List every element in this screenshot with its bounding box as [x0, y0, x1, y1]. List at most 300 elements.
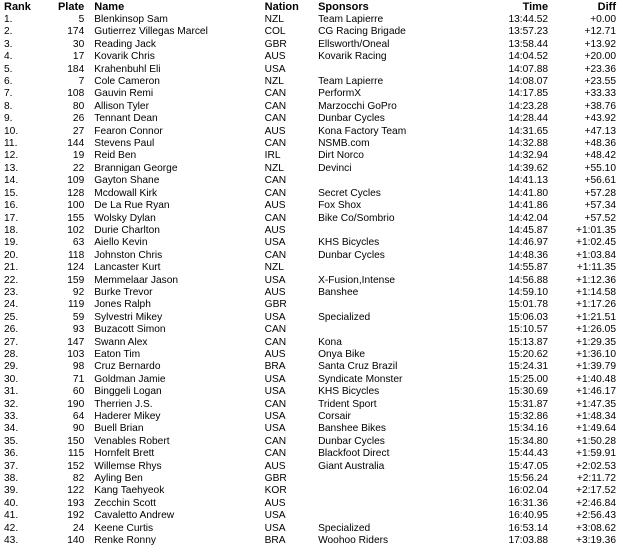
cell-plate: 118: [68, 249, 85, 261]
cell-name: Blenkinsop Sam: [94, 14, 168, 25]
cell-time: 14:32.88: [508, 138, 549, 150]
cell-name: Goldman Jamie: [94, 373, 166, 385]
cell-sponsor: Syndicate Monster: [318, 373, 403, 385]
cell-rank: 14.: [4, 175, 19, 187]
table-row: [0, 386, 620, 398]
cell-sponsor: Banshee Bikes: [318, 423, 387, 435]
cell-diff: +1:21.51: [576, 311, 616, 323]
cell-time: 14:31.65: [508, 125, 549, 137]
cell-sponsor: Giant Australia: [318, 460, 385, 472]
cell-rank: 36.: [4, 448, 19, 460]
cell-rank: 5.: [4, 63, 13, 75]
cell-rank: 17.: [4, 212, 19, 224]
cell-time: 13:44.52: [508, 14, 549, 25]
cell-plate: 155: [67, 212, 85, 224]
cell-diff: +23.55: [584, 76, 616, 88]
cell-plate: 174: [67, 26, 85, 38]
cell-rank: 8.: [4, 100, 13, 112]
cell-diff: +1:40.48: [576, 373, 616, 385]
cell-diff: +2:11.72: [576, 473, 616, 485]
cell-nation: CAN: [264, 448, 287, 460]
cell-name: Tennant Dean: [94, 113, 158, 125]
cell-time: 17:03.88: [508, 535, 549, 547]
cell-name: Cole Cameron: [94, 76, 160, 88]
cell-plate: 19: [72, 150, 85, 162]
cell-time: 15:47.05: [508, 460, 549, 472]
cell-diff: +1:12.36: [576, 274, 616, 286]
cell-sponsor: Secret Cycles: [318, 187, 381, 199]
cell-nation: USA: [264, 237, 286, 249]
cell-sponsor: [314, 498, 482, 510]
cell-sponsor: Specialized: [318, 522, 371, 534]
cell-name: Buell Brian: [94, 423, 144, 435]
cell-diff: +1:29.35: [576, 336, 616, 348]
cell-sponsor: Kovarik Racing: [318, 51, 387, 63]
cell-nation: NZL: [264, 262, 284, 274]
cell-rank: 12.: [4, 150, 19, 162]
cell-rank: 31.: [4, 386, 19, 398]
cell-sponsor: [314, 225, 482, 237]
cell-plate: 64: [72, 411, 85, 422]
cell-sponsor: NSMB.com: [318, 138, 370, 150]
cell-time: 15:06.03: [508, 311, 549, 323]
table-row: [0, 510, 620, 522]
cell-rank: 42.: [4, 522, 19, 534]
cell-nation: BRA: [264, 361, 286, 373]
cell-diff: +48.36: [584, 138, 616, 150]
cell-name: Gauvin Remi: [94, 88, 154, 100]
cell-rank: 40.: [4, 497, 19, 509]
cell-time: 15:24.31: [508, 361, 549, 373]
cell-diff: +38.76: [584, 100, 616, 112]
cell-nation: CAN: [264, 113, 287, 125]
cell-plate: 140: [67, 535, 85, 547]
cell-name: Gutierrez Villegas Marcel: [94, 26, 208, 38]
cell-nation: IRL: [264, 150, 281, 162]
table-row: [0, 287, 620, 299]
cell-diff: +0.00: [590, 14, 616, 25]
cell-rank: 11.: [4, 138, 18, 150]
cell-time: 15:13.87: [508, 336, 549, 348]
table-row: [0, 250, 620, 262]
cell-time: 16:53.14: [508, 522, 549, 534]
cell-sponsor: [314, 510, 482, 522]
cell-plate: 122: [67, 485, 85, 497]
table-row: [0, 213, 620, 225]
cell-sponsor: KHS Bicycles: [318, 237, 380, 249]
table-row: [0, 498, 620, 510]
cell-diff: +1:48.34: [576, 411, 616, 422]
cell-time: 15:56.24: [508, 473, 549, 485]
cell-rank: 4.: [4, 51, 13, 63]
table-row: [0, 64, 620, 76]
cell-name: Fearon Connor: [94, 125, 163, 137]
cell-time: 14:23.28: [508, 100, 549, 112]
cell-diff: +1:17.26: [576, 299, 616, 311]
cell-time: 14:42.04: [508, 212, 549, 224]
cell-sponsor: [314, 64, 482, 76]
cell-sponsor: Dunbar Cycles: [318, 435, 385, 447]
cell-nation: USA: [264, 522, 286, 534]
cell-sponsor: Team Lapierre: [318, 76, 384, 88]
cell-time: 14:56.88: [508, 274, 549, 286]
cell-time: 16:02.04: [508, 485, 549, 497]
cell-plate: 24: [72, 522, 85, 534]
cell-diff: +33.33: [584, 88, 616, 100]
cell-rank: 43.: [4, 535, 19, 547]
table-row: [0, 337, 620, 349]
cell-rank: 13.: [4, 162, 19, 174]
cell-diff: +1:11.35: [576, 262, 616, 274]
cell-name: De La Rue Ryan: [94, 200, 170, 212]
cell-rank: 15.: [4, 187, 19, 199]
cell-diff: +1:03.84: [576, 249, 616, 261]
table-row: [0, 423, 620, 435]
cell-sponsor: Bike Co/Sombrio: [318, 212, 395, 224]
cell-time: 15:44.43: [508, 448, 549, 460]
cell-sponsor: Team Lapierre: [318, 14, 384, 25]
table-row: [0, 535, 620, 547]
table-row: [0, 113, 620, 125]
cell-nation: AUS: [264, 224, 286, 236]
table-row: [0, 237, 620, 249]
cell-nation: USA: [264, 63, 286, 75]
cell-nation: CAN: [264, 324, 287, 336]
cell-rank: 26.: [4, 324, 19, 336]
cell-name: Memmelaar Jason: [94, 274, 179, 286]
cell-name: Swann Alex: [94, 336, 148, 348]
cell-rank: 20.: [4, 249, 19, 261]
cell-name: Venables Robert: [94, 435, 170, 447]
cell-diff: +12.71: [584, 26, 616, 38]
cell-diff: +55.10: [584, 162, 616, 174]
cell-rank: 21.: [4, 262, 19, 274]
cell-sponsor: [314, 485, 482, 497]
header-rank: Rank: [4, 1, 31, 13]
cell-name: Mcdowall Kirk: [94, 187, 158, 199]
cell-nation: AUS: [264, 125, 286, 137]
cell-nation: GBR: [264, 38, 287, 50]
cell-nation: COL: [264, 26, 286, 38]
table-row: [0, 200, 620, 212]
header-diff: Diff: [597, 1, 616, 13]
cell-diff: +20.00: [584, 51, 616, 63]
header-name: Name: [94, 1, 125, 13]
cell-sponsor: Fox Shox: [318, 200, 362, 212]
cell-sponsor: Marzocchi GoPro: [318, 100, 397, 112]
cell-sponsor: [314, 175, 482, 187]
cell-time: 15:32.86: [508, 411, 549, 422]
cell-sponsor: Trident Sport: [318, 398, 377, 410]
cell-sponsor: KHS Bicycles: [318, 386, 380, 398]
cell-diff: +47.13: [584, 125, 616, 137]
cell-sponsor: X-Fusion,Intense: [318, 274, 396, 286]
cell-name: Johnston Chris: [94, 249, 163, 261]
cell-sponsor: Ellsworth/Oneal: [318, 38, 390, 50]
cell-name: Cavaletto Andrew: [94, 510, 175, 522]
cell-time: 14:08.07: [508, 76, 549, 88]
cell-name: Willemse Rhys: [94, 460, 162, 472]
cell-diff: +1:01.35: [576, 224, 616, 236]
cell-time: 14:39.62: [508, 162, 549, 174]
cell-time: 14:28.44: [508, 113, 549, 125]
cell-nation: CAN: [264, 435, 287, 447]
table-row: [0, 349, 620, 361]
cell-rank: 23.: [4, 286, 19, 298]
cell-diff: +1:02.45: [576, 237, 616, 249]
cell-diff: +48.42: [584, 150, 616, 162]
cell-plate: 90: [72, 423, 85, 435]
cell-nation: CAN: [264, 398, 287, 410]
table-row: [0, 361, 620, 373]
cell-plate: 150: [67, 435, 85, 447]
cell-plate: 102: [67, 224, 85, 236]
cell-nation: GBR: [264, 473, 287, 485]
cell-plate: 30: [72, 38, 85, 50]
cell-time: 14:48.36: [508, 249, 549, 261]
cell-time: 14:41.13: [508, 175, 549, 187]
cell-name: Reid Ben: [94, 150, 137, 162]
cell-sponsor: PerformX: [318, 88, 362, 100]
cell-name: Jones Ralph: [94, 299, 151, 311]
cell-diff: +1:49.64: [576, 423, 616, 435]
table-row: [0, 523, 620, 535]
cell-plate: 22: [72, 162, 85, 174]
cell-name: Binggeli Logan: [94, 386, 162, 398]
cell-nation: CAN: [264, 88, 287, 100]
cell-nation: AUS: [264, 460, 286, 472]
cell-nation: GBR: [264, 299, 287, 311]
header-plate: Plate: [57, 1, 85, 13]
cell-diff: +1:39.79: [576, 361, 616, 373]
cell-nation: USA: [264, 274, 286, 286]
cell-sponsor: [314, 299, 482, 311]
cell-sponsor: Dirt Norco: [318, 150, 364, 162]
cell-rank: 28.: [4, 348, 19, 360]
cell-plate: 93: [72, 324, 85, 336]
cell-time: 14:55.87: [508, 262, 549, 274]
cell-nation: AUS: [264, 348, 286, 360]
cell-name: Hornfelt Brett: [94, 448, 155, 460]
cell-plate: 159: [67, 274, 85, 286]
cell-rank: 37.: [4, 460, 19, 472]
table-row: [0, 126, 620, 138]
cell-plate: 5: [78, 14, 85, 25]
cell-name: Krahenbuhl Eli: [94, 63, 161, 75]
cell-diff: +1:59.91: [576, 448, 616, 460]
cell-time: 15:30.69: [508, 386, 549, 398]
table-row: [0, 225, 620, 237]
table-row: [0, 461, 620, 473]
cell-name: Cruz Bernardo: [94, 361, 161, 373]
cell-nation: NZL: [264, 76, 284, 88]
cell-nation: AUS: [264, 200, 286, 212]
cell-diff: +1:47.35: [576, 398, 616, 410]
cell-nation: CAN: [264, 249, 287, 261]
cell-diff: +43.92: [584, 113, 616, 125]
cell-plate: 80: [72, 100, 85, 112]
cell-nation: USA: [264, 423, 286, 435]
table-row: [0, 51, 620, 63]
cell-rank: 32.: [4, 398, 19, 410]
cell-plate: 108: [67, 88, 85, 100]
cell-nation: CAN: [264, 100, 287, 112]
cell-sponsor: Onya Bike: [318, 348, 366, 360]
cell-diff: +1:26.05: [576, 324, 616, 336]
table-row: [0, 399, 620, 411]
cell-sponsor: Kona Factory Team: [318, 125, 407, 137]
table-row: [0, 76, 620, 88]
cell-name: Keene Curtis: [94, 522, 154, 534]
cell-nation: NZL: [264, 14, 284, 25]
header-nation: Nation: [264, 1, 299, 13]
cell-diff: +3:19.36: [576, 535, 616, 547]
cell-name: Buzacott Simon: [94, 324, 166, 336]
cell-nation: USA: [264, 311, 286, 323]
cell-plate: 17: [72, 51, 85, 63]
table-row: [0, 138, 620, 150]
cell-plate: 100: [67, 200, 85, 212]
cell-rank: 29.: [4, 361, 19, 373]
cell-diff: +2:46.84: [576, 497, 616, 509]
cell-name: Zecchin Scott: [94, 497, 156, 509]
table-row: [0, 188, 620, 200]
cell-name: Eaton Tim: [94, 348, 141, 360]
cell-name: Wolsky Dylan: [94, 212, 156, 224]
cell-plate: 7: [78, 76, 85, 88]
table-row: [0, 262, 620, 274]
cell-time: 13:57.23: [508, 26, 549, 38]
cell-rank: 1.: [4, 14, 13, 25]
table-row: [0, 175, 620, 187]
cell-rank: 19.: [4, 237, 19, 249]
cell-sponsor: CG Racing Brigade: [318, 26, 406, 38]
cell-diff: +57.28: [584, 187, 616, 199]
cell-time: 14:32.94: [508, 150, 549, 162]
table-row: [0, 473, 620, 485]
table-row: [0, 448, 620, 460]
cell-time: 15:25.00: [508, 373, 549, 385]
cell-plate: 59: [72, 311, 85, 323]
cell-name: Lancaster Kurt: [94, 262, 161, 274]
cell-time: 14:41.86: [508, 200, 549, 212]
cell-nation: USA: [264, 373, 286, 385]
cell-diff: +1:14.58: [576, 286, 616, 298]
cell-rank: 6.: [4, 76, 13, 88]
cell-name: Ayling Ben: [94, 473, 143, 485]
cell-sponsor: Dunbar Cycles: [318, 113, 385, 125]
cell-diff: +2:02.53: [576, 460, 616, 472]
cell-sponsor: Kona: [318, 336, 342, 348]
cell-plate: 147: [67, 336, 85, 348]
cell-diff: +1:36.10: [576, 348, 616, 360]
cell-plate: 98: [72, 361, 85, 373]
cell-name: Haderer Mikey: [94, 411, 161, 422]
cell-rank: 27.: [4, 336, 19, 348]
cell-plate: 152: [67, 460, 85, 472]
cell-time: 16:40.95: [508, 510, 549, 522]
cell-plate: 103: [67, 348, 85, 360]
cell-plate: 109: [67, 175, 85, 187]
cell-nation: CAN: [264, 212, 287, 224]
cell-time: 14:17.85: [508, 88, 549, 100]
cell-plate: 119: [68, 299, 85, 311]
cell-nation: CAN: [264, 175, 287, 187]
cell-rank: 22.: [4, 274, 19, 286]
cell-rank: 7.: [4, 88, 13, 100]
cell-plate: 144: [67, 138, 85, 150]
cell-plate: 190: [67, 398, 85, 410]
cell-name: Renke Ronny: [94, 535, 156, 547]
cell-sponsor: [314, 473, 482, 485]
cell-sponsor: Blackfoot Direct: [318, 448, 390, 460]
cell-name: Stevens Paul: [94, 138, 155, 150]
header-sponsors: Sponsors: [318, 1, 369, 13]
table-row: [0, 101, 620, 113]
cell-diff: +2:17.52: [576, 485, 616, 497]
cell-time: 16:31.36: [508, 497, 549, 509]
cell-diff: +57.52: [584, 212, 616, 224]
table-row: [0, 163, 620, 175]
table-row: [0, 88, 620, 100]
cell-rank: 2.: [4, 26, 13, 38]
table-row: [0, 150, 620, 162]
cell-diff: +57.34: [584, 200, 616, 212]
cell-time: 14:46.97: [508, 237, 549, 249]
cell-name: Burke Trevor: [94, 286, 153, 298]
cell-plate: 60: [72, 386, 85, 398]
cell-nation: KOR: [264, 485, 287, 497]
cell-rank: 3.: [4, 38, 13, 50]
cell-plate: 124: [67, 262, 85, 274]
cell-time: 15:31.87: [508, 398, 549, 410]
cell-sponsor: Corsair: [318, 411, 351, 422]
cell-nation: USA: [264, 411, 286, 422]
table-row: [0, 436, 620, 448]
cell-rank: 38.: [4, 473, 19, 485]
cell-sponsor: Santa Cruz Brazil: [318, 361, 398, 373]
cell-diff: +2:56.43: [576, 510, 616, 522]
cell-sponsor: Devinci: [318, 162, 352, 174]
table-row: [0, 275, 620, 287]
table-row: [0, 26, 620, 38]
header-row: [0, 0, 620, 14]
cell-nation: AUS: [264, 497, 286, 509]
cell-rank: 24.: [4, 299, 19, 311]
table-row: [0, 485, 620, 497]
cell-plate: 27: [72, 125, 85, 137]
table-row: [0, 14, 620, 26]
table-row: [0, 411, 620, 423]
cell-diff: +1:46.17: [576, 386, 616, 398]
cell-rank: 25.: [4, 311, 19, 323]
cell-rank: 41.: [4, 510, 19, 522]
cell-rank: 16.: [4, 200, 19, 212]
cell-name: Kovarik Chris: [94, 51, 155, 63]
cell-rank: 18.: [4, 224, 19, 236]
cell-rank: 33.: [4, 411, 19, 422]
cell-nation: CAN: [264, 187, 287, 199]
cell-name: Therrien J.S.: [94, 398, 153, 410]
cell-time: 14:41.80: [508, 187, 549, 199]
cell-sponsor: Dunbar Cycles: [318, 249, 385, 261]
cell-diff: +23.36: [584, 63, 616, 75]
table-row: [0, 299, 620, 311]
cell-time: 13:58.44: [508, 38, 549, 50]
cell-nation: CAN: [264, 138, 287, 150]
table-row: [0, 312, 620, 324]
cell-diff: +3:08.62: [576, 522, 616, 534]
